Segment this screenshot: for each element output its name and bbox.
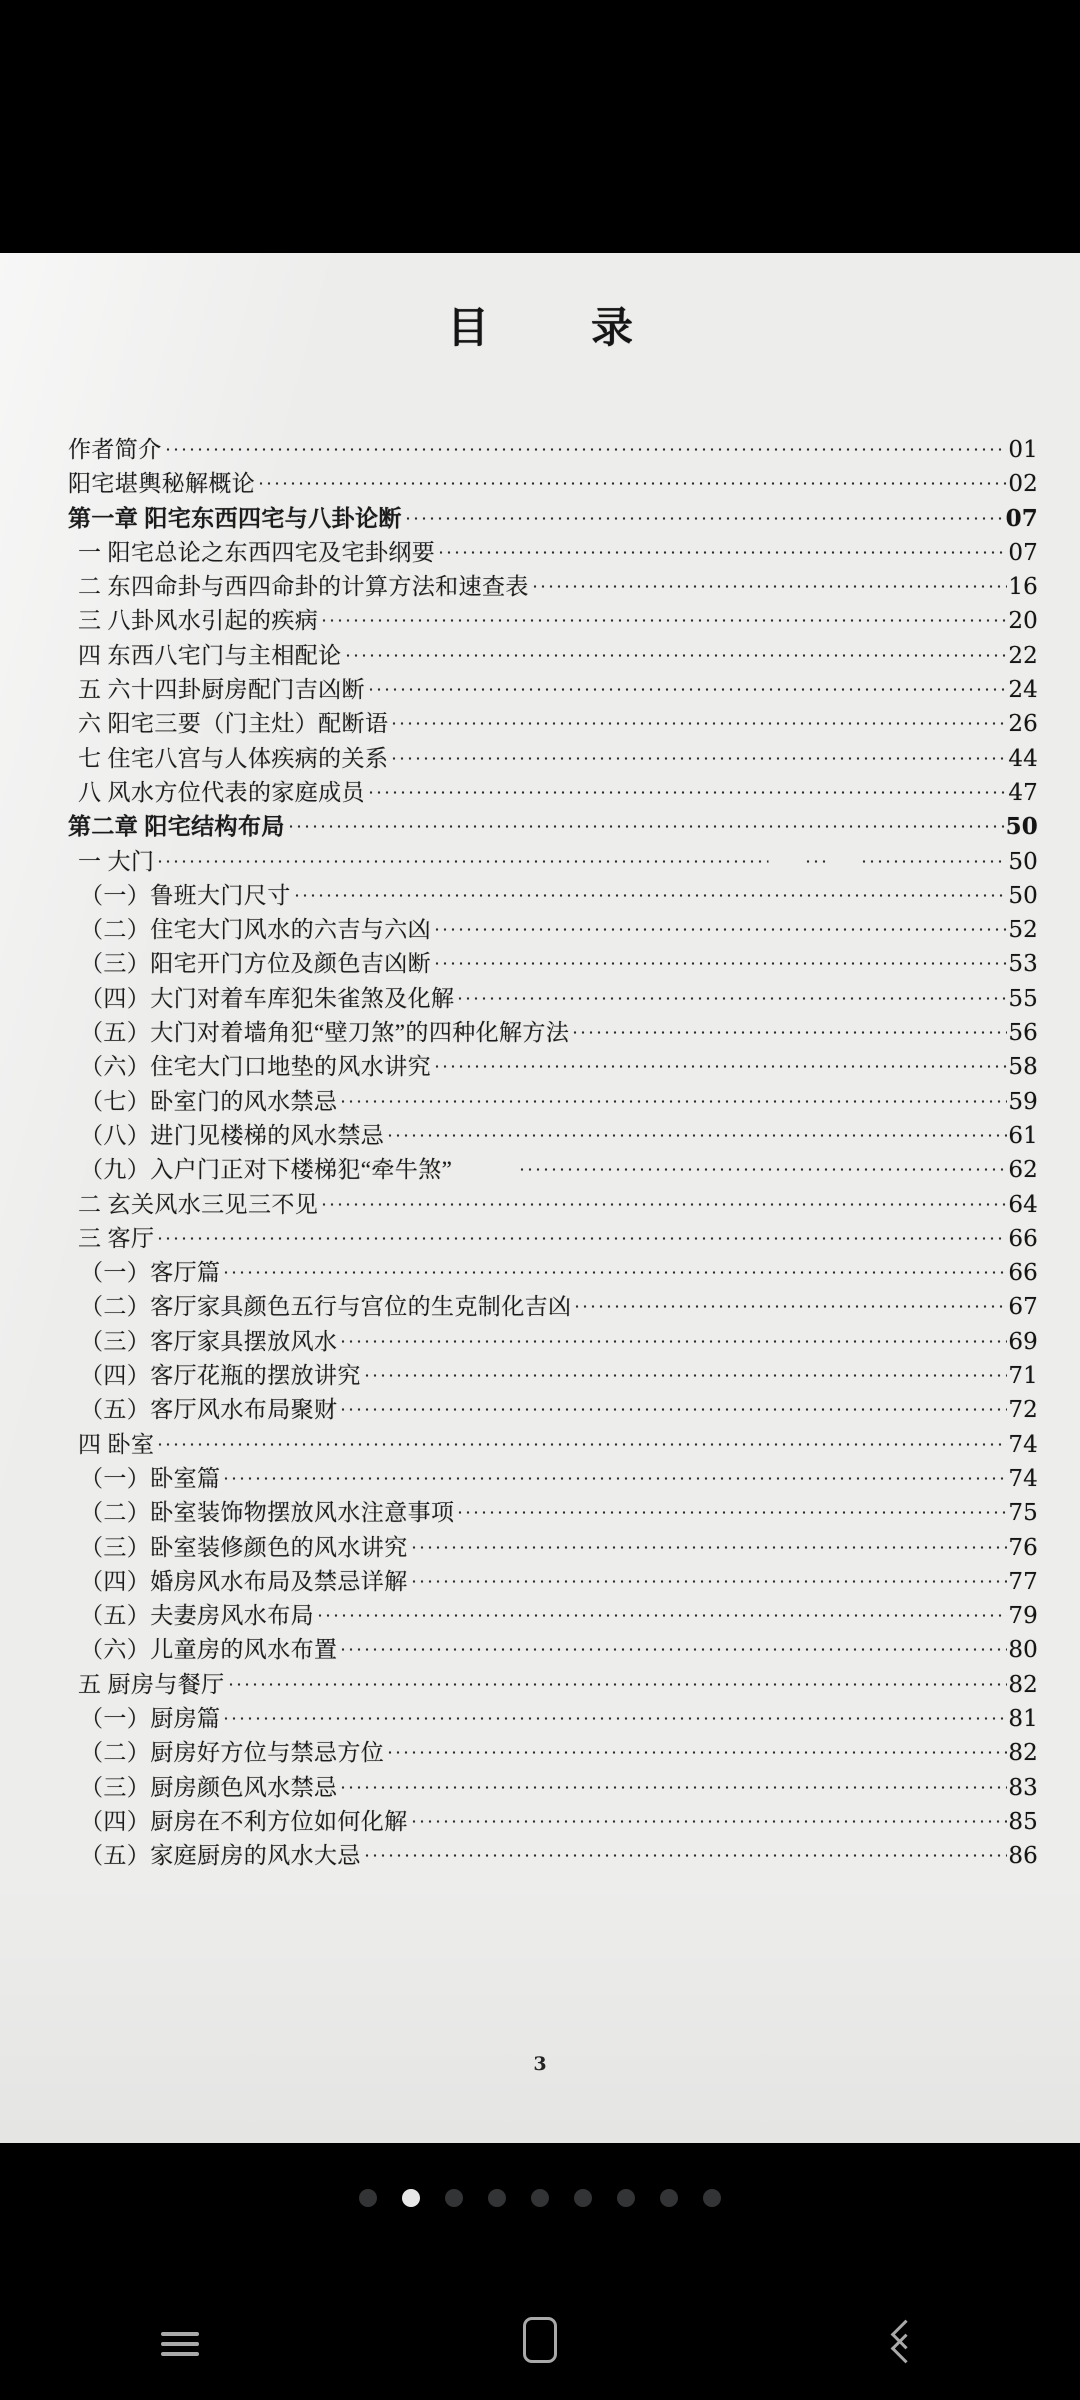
toc-leader-dots (386, 1737, 1007, 1760)
toc-entry-label: （三）客厅家具摆放风水 (80, 1328, 338, 1354)
toc-entry-page-number: 79 (1008, 1603, 1038, 1630)
toc-entry-label: （五）大门对着墙角犯“壁刀煞”的四种化解方法 (80, 1020, 570, 1046)
toc-leader-dots (287, 811, 1005, 834)
toc-leader-dots (410, 1806, 1008, 1829)
page-indicator-bar (0, 2143, 1080, 2280)
toc-entry-label: 七 住宅八宫与人体疾病的关系 (78, 745, 389, 771)
toc-leader-dots (363, 1840, 1008, 1863)
toc-entry-label: 第一章 阳宅东西四宅与八卦论断 (68, 505, 402, 531)
status-bar (0, 0, 1080, 253)
toc-leader-dots (339, 1394, 1007, 1417)
toc-entry-label: （三）卧室装修颜色的风水讲究 (80, 1534, 408, 1560)
table-of-contents (62, 431, 1038, 1871)
toc-entry-page-number: 76 (1008, 1534, 1038, 1561)
toc-entry-page-number: 16 (1008, 574, 1038, 601)
toc-entry-label: 四 卧室 (78, 1431, 155, 1457)
toc-leader-dots (156, 1429, 1007, 1452)
toc-entry-label: （二）厨房好方位与禁忌方位 (80, 1740, 385, 1766)
toc-leader-dots (456, 983, 1007, 1006)
home-icon (523, 2317, 557, 2363)
toc-entry-label: 一 阳宅总论之东西四宅及宅卦纲要 (78, 539, 436, 565)
toc-entry-page-number: 55 (1008, 985, 1038, 1012)
toc-leader-dots (433, 914, 1007, 937)
toc-entry-page-number: 67 (1008, 1294, 1038, 1321)
toc-entry[interactable] (62, 1186, 1038, 1220)
toc-entry[interactable] (62, 980, 1038, 1014)
toc-entry-page-number: 24 (1008, 677, 1038, 704)
toc-entry[interactable] (62, 1734, 1038, 1768)
back-button[interactable] (720, 2280, 1080, 2400)
toc-entry-label: （六）儿童房的风水布置 (80, 1637, 338, 1663)
toc-entry-label: 二 玄关风水三见三不见 (78, 1191, 319, 1217)
toc-entry-page-number: 44 (1008, 745, 1038, 772)
toc-entry-label: （二）客厅家具颜色五行与宫位的生克制化吉凶 (80, 1294, 572, 1320)
toc-leader-dots (222, 1257, 1007, 1280)
toc-leader-dots (367, 674, 1007, 697)
toc-entry[interactable] (62, 705, 1038, 739)
toc-entry-page-number: 07 (1005, 504, 1038, 532)
toc-leader-dots (433, 1051, 1007, 1074)
toc-leader-dots (573, 1291, 1007, 1314)
book-page-viewer[interactable] (0, 253, 1080, 2143)
page-dot[interactable] (703, 2189, 721, 2207)
page-title: 目 录 (446, 303, 663, 352)
toc-entry[interactable] (62, 1494, 1038, 1528)
toc-entry-label: （五）客厅风水布局聚财 (80, 1397, 338, 1423)
toc-entry-page-number: 75 (1008, 1500, 1038, 1527)
toc-leader-dots (344, 640, 1008, 663)
toc-entry-label: 八 风水方位代表的家庭成员 (78, 779, 365, 805)
toc-entry-page-number: 59 (1008, 1088, 1038, 1115)
toc-entry-label: 一 大门 (78, 848, 155, 874)
toc-entry-label: 三 客厅 (78, 1225, 155, 1251)
toc-entry[interactable] (62, 431, 1038, 465)
toc-leader-dots (156, 846, 1007, 869)
toc-entry[interactable] (62, 1460, 1038, 1494)
toc-leader-dots (390, 743, 1007, 766)
toc-entry[interactable] (62, 1323, 1038, 1357)
toc-leader-dots (390, 708, 1007, 731)
toc-entry-label: （七）卧室门的风水禁忌 (80, 1088, 338, 1114)
toc-entry[interactable] (62, 465, 1038, 499)
toc-entry-label: （九）入户门正对下楼梯犯“牵牛煞” (80, 1157, 453, 1183)
toc-entry-label: 五 厨房与餐厅 (78, 1671, 225, 1697)
toc-leader-dots (156, 1223, 1007, 1246)
toc-entry[interactable] (62, 1529, 1038, 1563)
toc-leader-dots (316, 1600, 1007, 1623)
toc-entry-page-number: 01 (1008, 437, 1038, 463)
toc-leader-dots (410, 1566, 1008, 1589)
page-dot-active[interactable] (402, 2189, 420, 2207)
toc-entry[interactable] (62, 500, 1038, 534)
toc-leader-dots (410, 1532, 1008, 1555)
toc-leader-dots (454, 1154, 1007, 1177)
toc-leader-dots (222, 1463, 1007, 1486)
toc-entry[interactable] (62, 1117, 1038, 1151)
toc-entry-page-number: 72 (1008, 1397, 1038, 1424)
toc-leader-dots (293, 880, 1008, 903)
toc-entry-label: （五）夫妻房风水布局 (80, 1603, 314, 1629)
toc-entry[interactable] (62, 1666, 1038, 1700)
toc-leader-dots (433, 948, 1007, 971)
page-folio-number: 3 (533, 2053, 547, 2075)
toc-leader-dots (222, 1703, 1007, 1726)
scanned-page (0, 253, 1080, 2143)
toc-entry-label: 第二章 阳宅结构布局 (68, 814, 285, 840)
toc-leader-dots (363, 1360, 1008, 1383)
toc-leader-dots (339, 1086, 1007, 1109)
toc-entry-page-number: 52 (1008, 917, 1038, 944)
toc-entry[interactable] (62, 1426, 1038, 1460)
toc-entry-page-number: 58 (1008, 1054, 1038, 1081)
toc-entry-page-number: 77 (1008, 1568, 1038, 1595)
toc-entry[interactable] (62, 1563, 1038, 1597)
toc-entry-page-number: 85 (1008, 1808, 1038, 1835)
page-dot[interactable] (359, 2189, 377, 2207)
toc-entry-label: 六 阳宅三要（门主灶）配断语 (78, 711, 389, 737)
toc-entry-label: （二）住宅大门风水的六吉与六凶 (80, 917, 431, 943)
toc-entry-page-number: 83 (1008, 1774, 1038, 1801)
toc-entry-label: （四）婚房风水布局及禁忌详解 (80, 1568, 408, 1594)
toc-entry[interactable] (62, 740, 1038, 774)
toc-entry-page-number: 82 (1008, 1671, 1038, 1698)
toc-entry[interactable] (62, 1700, 1038, 1734)
toc-entry-page-number: 26 (1008, 711, 1038, 738)
toc-leader-dots (320, 605, 1007, 628)
toc-entry[interactable] (62, 1048, 1038, 1082)
toc-leader-dots (339, 1772, 1007, 1795)
page-dot[interactable] (617, 2189, 635, 2207)
toc-entry-page-number: 69 (1008, 1328, 1038, 1355)
toc-entry-page-number: 64 (1008, 1191, 1038, 1218)
toc-leader-dots (320, 1189, 1007, 1212)
toc-leader-dots (164, 434, 1008, 457)
toc-entry[interactable] (62, 1769, 1038, 1803)
toc-entry-label: （六）住宅大门口地垫的风水讲究 (80, 1054, 431, 1080)
toc-entry-label: （四）大门对着车库犯朱雀煞及化解 (80, 985, 455, 1011)
page-dot[interactable] (660, 2189, 678, 2207)
toc-leader-dots (386, 1120, 1007, 1143)
toc-entry[interactable] (62, 1837, 1038, 1871)
toc-entry-page-number: 61 (1008, 1122, 1038, 1149)
toc-entry[interactable] (62, 1357, 1038, 1391)
toc-entry-page-number: 66 (1008, 1260, 1038, 1287)
toc-entry-label: （一）客厅篇 (80, 1260, 221, 1286)
toc-entry-page-number: 71 (1008, 1363, 1038, 1390)
toc-leader-dots (339, 1634, 1007, 1657)
toc-entry[interactable] (62, 671, 1038, 705)
toc-entry-label: 四 东西八宅门与主相配论 (78, 642, 342, 668)
toc-entry[interactable] (62, 1391, 1038, 1425)
toc-entry-label: 五 六十四卦厨房配门吉凶断 (78, 677, 365, 703)
toc-entry-page-number: 82 (1008, 1740, 1038, 1767)
page-indicator-dots[interactable] (0, 2189, 1080, 2207)
toc-entry[interactable] (62, 843, 1038, 877)
toc-entry[interactable] (62, 945, 1038, 979)
toc-leader-dots (437, 537, 1007, 560)
toc-entry-page-number: 74 (1008, 1465, 1038, 1492)
toc-entry-label: （五）家庭厨房的风水大忌 (80, 1843, 361, 1869)
toc-entry-page-number: 50 (1005, 813, 1038, 841)
toc-entry-page-number: 74 (1008, 1431, 1038, 1458)
toc-entry[interactable] (62, 911, 1038, 945)
toc-entry-page-number: 02 (1008, 471, 1038, 498)
toc-entry-page-number: 80 (1008, 1637, 1038, 1664)
recents-button[interactable] (0, 2280, 360, 2400)
toc-entry-page-number: 20 (1008, 608, 1038, 635)
toc-entry[interactable] (62, 877, 1038, 911)
toc-entry-page-number: 86 (1008, 1843, 1038, 1870)
toc-entry-page-number: 50 (1008, 848, 1038, 875)
toc-entry-page-number: 66 (1008, 1225, 1038, 1252)
toc-leader-dots (571, 1017, 1007, 1040)
toc-entry-label: （四）客厅花瓶的摆放讲究 (80, 1363, 361, 1389)
toc-entry-label: （一）卧室篇 (80, 1465, 221, 1491)
page-dot[interactable] (445, 2189, 463, 2207)
toc-entry[interactable] (62, 637, 1038, 671)
toc-entry-label: （八）进门见楼梯的风水禁忌 (80, 1122, 385, 1148)
toc-entry[interactable] (62, 568, 1038, 602)
toc-leader-dots (339, 1326, 1007, 1349)
toc-entry-label: （四）厨房在不利方位如何化解 (80, 1808, 408, 1834)
toc-leader-dots (257, 468, 1007, 491)
toc-entry-label: 作者简介 (68, 437, 162, 462)
toc-entry-page-number: 56 (1008, 1020, 1038, 1047)
toc-entry[interactable] (62, 1288, 1038, 1322)
toc-entry-label: （一）厨房篇 (80, 1705, 221, 1731)
toc-entry-page-number: 53 (1008, 951, 1038, 978)
toc-entry-page-number: 22 (1008, 642, 1038, 669)
toc-entry[interactable] (62, 1631, 1038, 1665)
toc-entry[interactable] (62, 1083, 1038, 1117)
recents-icon (161, 2326, 199, 2354)
toc-leader-dots (456, 1497, 1007, 1520)
toc-leader-dots (531, 571, 1008, 594)
toc-entry-label: 二 东四命卦与西四命卦的计算方法和速查表 (78, 574, 529, 600)
toc-entry-page-number: 62 (1008, 1157, 1038, 1184)
page-dot[interactable] (531, 2189, 549, 2207)
toc-entry-page-number: 81 (1008, 1705, 1038, 1732)
toc-entry-page-number: 50 (1008, 882, 1038, 909)
page-dot[interactable] (488, 2189, 506, 2207)
toc-entry[interactable] (62, 808, 1038, 842)
toc-entry[interactable] (62, 1014, 1038, 1048)
android-navigation-bar (0, 2280, 1080, 2400)
toc-entry-label: 三 八卦风水引起的疾病 (78, 608, 319, 634)
home-button[interactable] (360, 2280, 720, 2400)
toc-entry[interactable] (62, 602, 1038, 636)
toc-entry[interactable] (62, 1220, 1038, 1254)
page-dot[interactable] (574, 2189, 592, 2207)
toc-entry-label: （三）厨房颜色风水禁忌 (80, 1774, 338, 1800)
toc-entry[interactable] (62, 534, 1038, 568)
toc-entry[interactable] (62, 1254, 1038, 1288)
toc-entry-label: 阳宅堪輿秘解概论 (68, 471, 256, 497)
toc-entry-label: （三）阳宅开门方位及颜色吉凶断 (80, 951, 431, 977)
toc-entry-label: （二）卧室装饰物摆放风水注意事项 (80, 1500, 455, 1526)
toc-leader-dots (367, 777, 1007, 800)
toc-entry-label: （一）鲁班大门尺寸 (80, 882, 291, 908)
toc-leader-dots (404, 503, 1005, 526)
toc-entry-page-number: 07 (1008, 539, 1038, 566)
back-chevron-icon (887, 2318, 913, 2362)
toc-entry[interactable] (62, 1803, 1038, 1837)
toc-entry[interactable] (62, 774, 1038, 808)
toc-entry[interactable] (62, 1597, 1038, 1631)
toc-leader-dots (227, 1669, 1008, 1692)
toc-entry[interactable] (62, 1151, 1038, 1185)
toc-entry-page-number: 47 (1008, 779, 1038, 806)
